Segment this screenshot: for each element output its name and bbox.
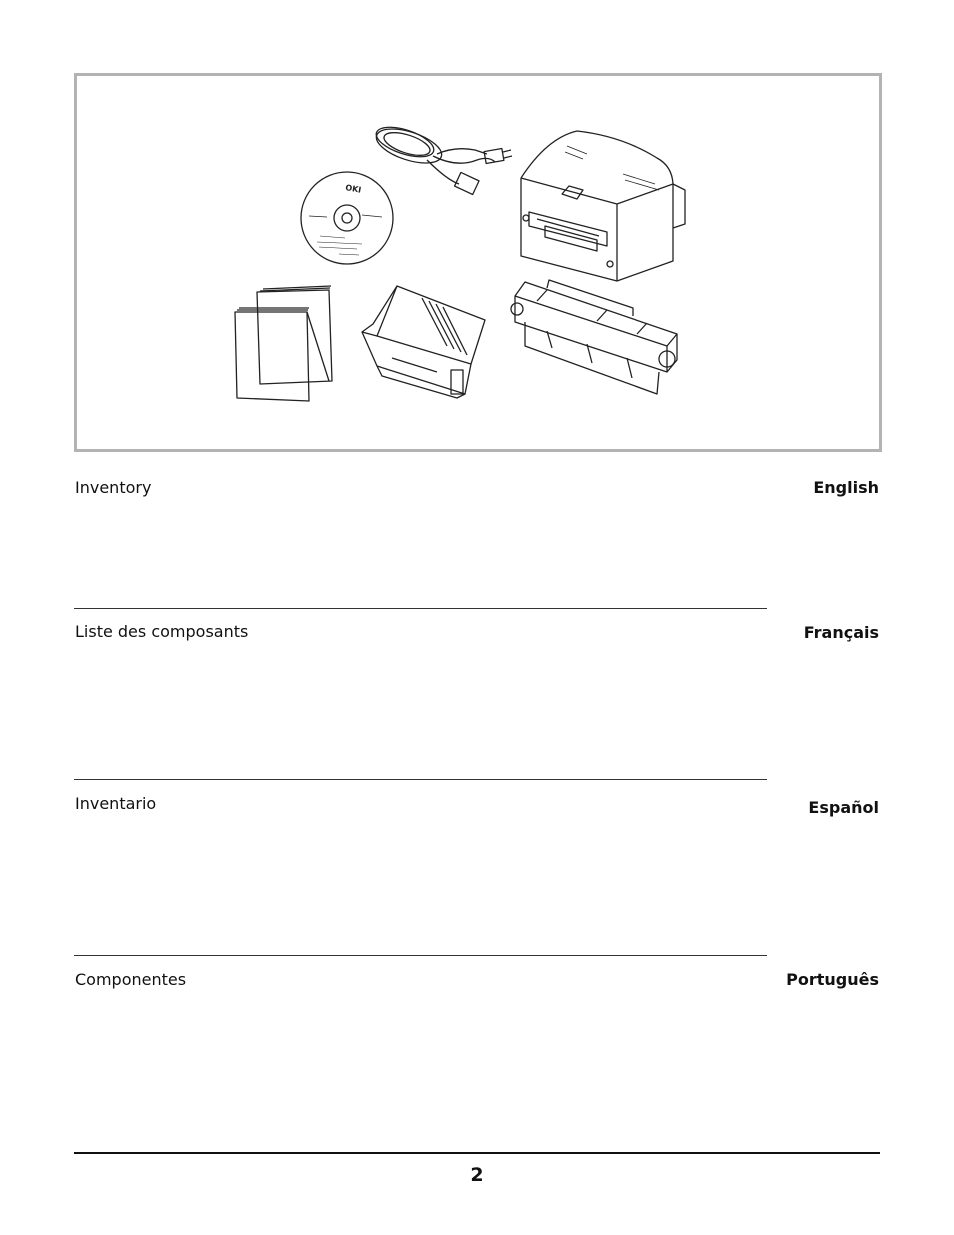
section-title-english: Inventory	[75, 478, 152, 497]
inventory-illustration	[74, 73, 882, 452]
language-label-english: English	[813, 478, 879, 497]
section-divider	[74, 779, 767, 780]
page-number: 2	[470, 1164, 484, 1186]
power-cord-icon	[372, 121, 512, 194]
language-label-portuguese: Português	[786, 970, 879, 989]
footer-rule	[74, 1152, 880, 1154]
cd-logo: OKI	[344, 183, 362, 195]
language-label-spanish: Español	[808, 798, 879, 817]
drum-cartridge-icon	[511, 280, 677, 394]
cd-rom-icon	[301, 172, 393, 264]
language-label-french: Français	[803, 623, 879, 642]
section-title-spanish: Inventario	[75, 794, 157, 813]
tray-unit-icon	[362, 286, 485, 398]
section-divider	[74, 955, 767, 956]
section-title-french: Liste des composants	[75, 622, 249, 641]
section-title-portuguese: Componentes	[75, 970, 187, 989]
manuals-icon	[235, 286, 332, 401]
printer-icon	[521, 131, 685, 281]
section-divider	[74, 608, 767, 609]
